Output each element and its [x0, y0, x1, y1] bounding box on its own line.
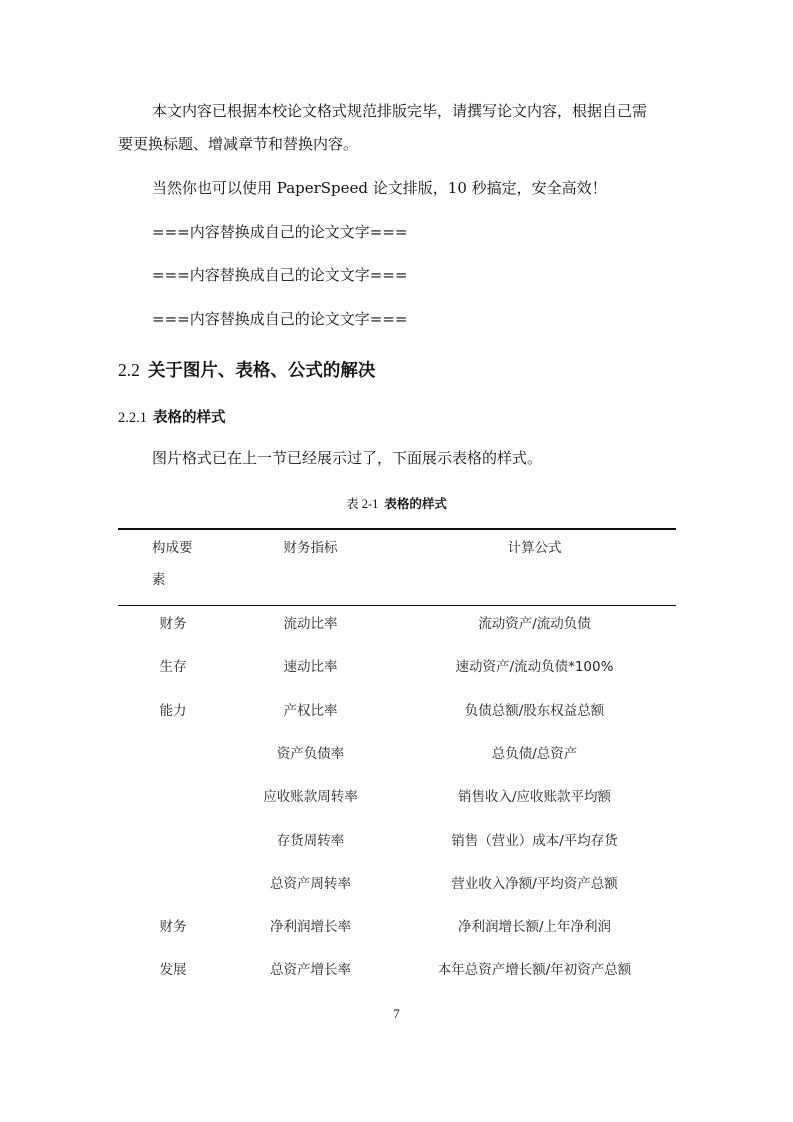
table-cell: 应收账款周转率	[263, 789, 358, 805]
table-caption-title: 表格的样式	[384, 496, 447, 511]
subsection-title: 表格的样式	[153, 410, 226, 426]
table-cell: 总资产周转率	[270, 876, 351, 892]
table-cell: 速动比率	[283, 659, 338, 675]
table-cell: 流动资产/流动负债	[478, 616, 591, 632]
table-cell: 发展	[159, 962, 187, 978]
placeholder-text: ===内容替换成自己的论文文字===	[152, 266, 408, 284]
placeholder-text: ===内容替换成自己的论文文字===	[152, 223, 408, 241]
table-cell: 财务	[159, 919, 187, 935]
table-header-rule	[118, 605, 676, 606]
table-cell: 销售收入/应收账款平均额	[457, 789, 612, 805]
table-cell: 总负债/总资产	[491, 746, 578, 762]
table-cell: 净利润增长额/上年净利润	[457, 919, 612, 935]
table-header-cell: 计算公式	[507, 540, 562, 556]
table-caption-number: 表 2-1	[346, 497, 379, 511]
table-cell: 速动资产/流动负债*100%	[455, 659, 614, 675]
body-paragraph: 当然你也可以使用 PaperSpeed 论文排版，10 秒搞定，安全高效！	[152, 179, 607, 197]
table-cell: 总资产增长率	[270, 962, 351, 978]
subsection-heading	[118, 406, 226, 427]
table-cell: 流动比率	[283, 616, 338, 632]
table-top-rule	[118, 528, 676, 530]
table-cell: 财务	[159, 616, 187, 632]
table-cell: 营业收入净额/平均资产总额	[451, 876, 618, 892]
table-header-cell: 构成要	[152, 540, 193, 556]
table-cell: 负债总额/股东权益总额	[464, 703, 605, 719]
intro-paragraph: 图片格式已在上一节已经展示过了，下面展示表格的样式。	[152, 449, 543, 467]
table-header-cell: 素	[152, 572, 166, 588]
section-number: 2.2	[118, 360, 140, 380]
table-cell: 资产负债率	[276, 746, 345, 762]
table-cell: 本年总资产增长额/年初资产总额	[437, 962, 632, 978]
page-number: 7	[393, 1006, 400, 1021]
body-paragraph-line: 本文内容已根据本校论文格式规范排版完毕，请撰写论文内容，根据自己需	[152, 102, 648, 120]
table-cell: 存货周转率	[276, 833, 345, 849]
subsection-number: 2.2.1	[118, 410, 147, 426]
table-cell: 产权比率	[283, 703, 338, 719]
table-cell: 能力	[159, 703, 187, 719]
section-heading	[118, 357, 375, 382]
table-caption	[0, 494, 793, 512]
table-header-cell: 财务指标	[283, 540, 338, 556]
placeholder-text: ===内容替换成自己的论文文字===	[152, 310, 408, 328]
table-cell: 净利润增长率	[270, 919, 351, 935]
table-cell: 销售（营业）成本/平均存货	[451, 833, 618, 849]
section-title: 关于图片、表格、公式的解决	[147, 361, 376, 381]
body-paragraph-line: 要更换标题、增减章节和替换内容。	[118, 135, 359, 153]
table-cell: 生存	[159, 659, 187, 675]
